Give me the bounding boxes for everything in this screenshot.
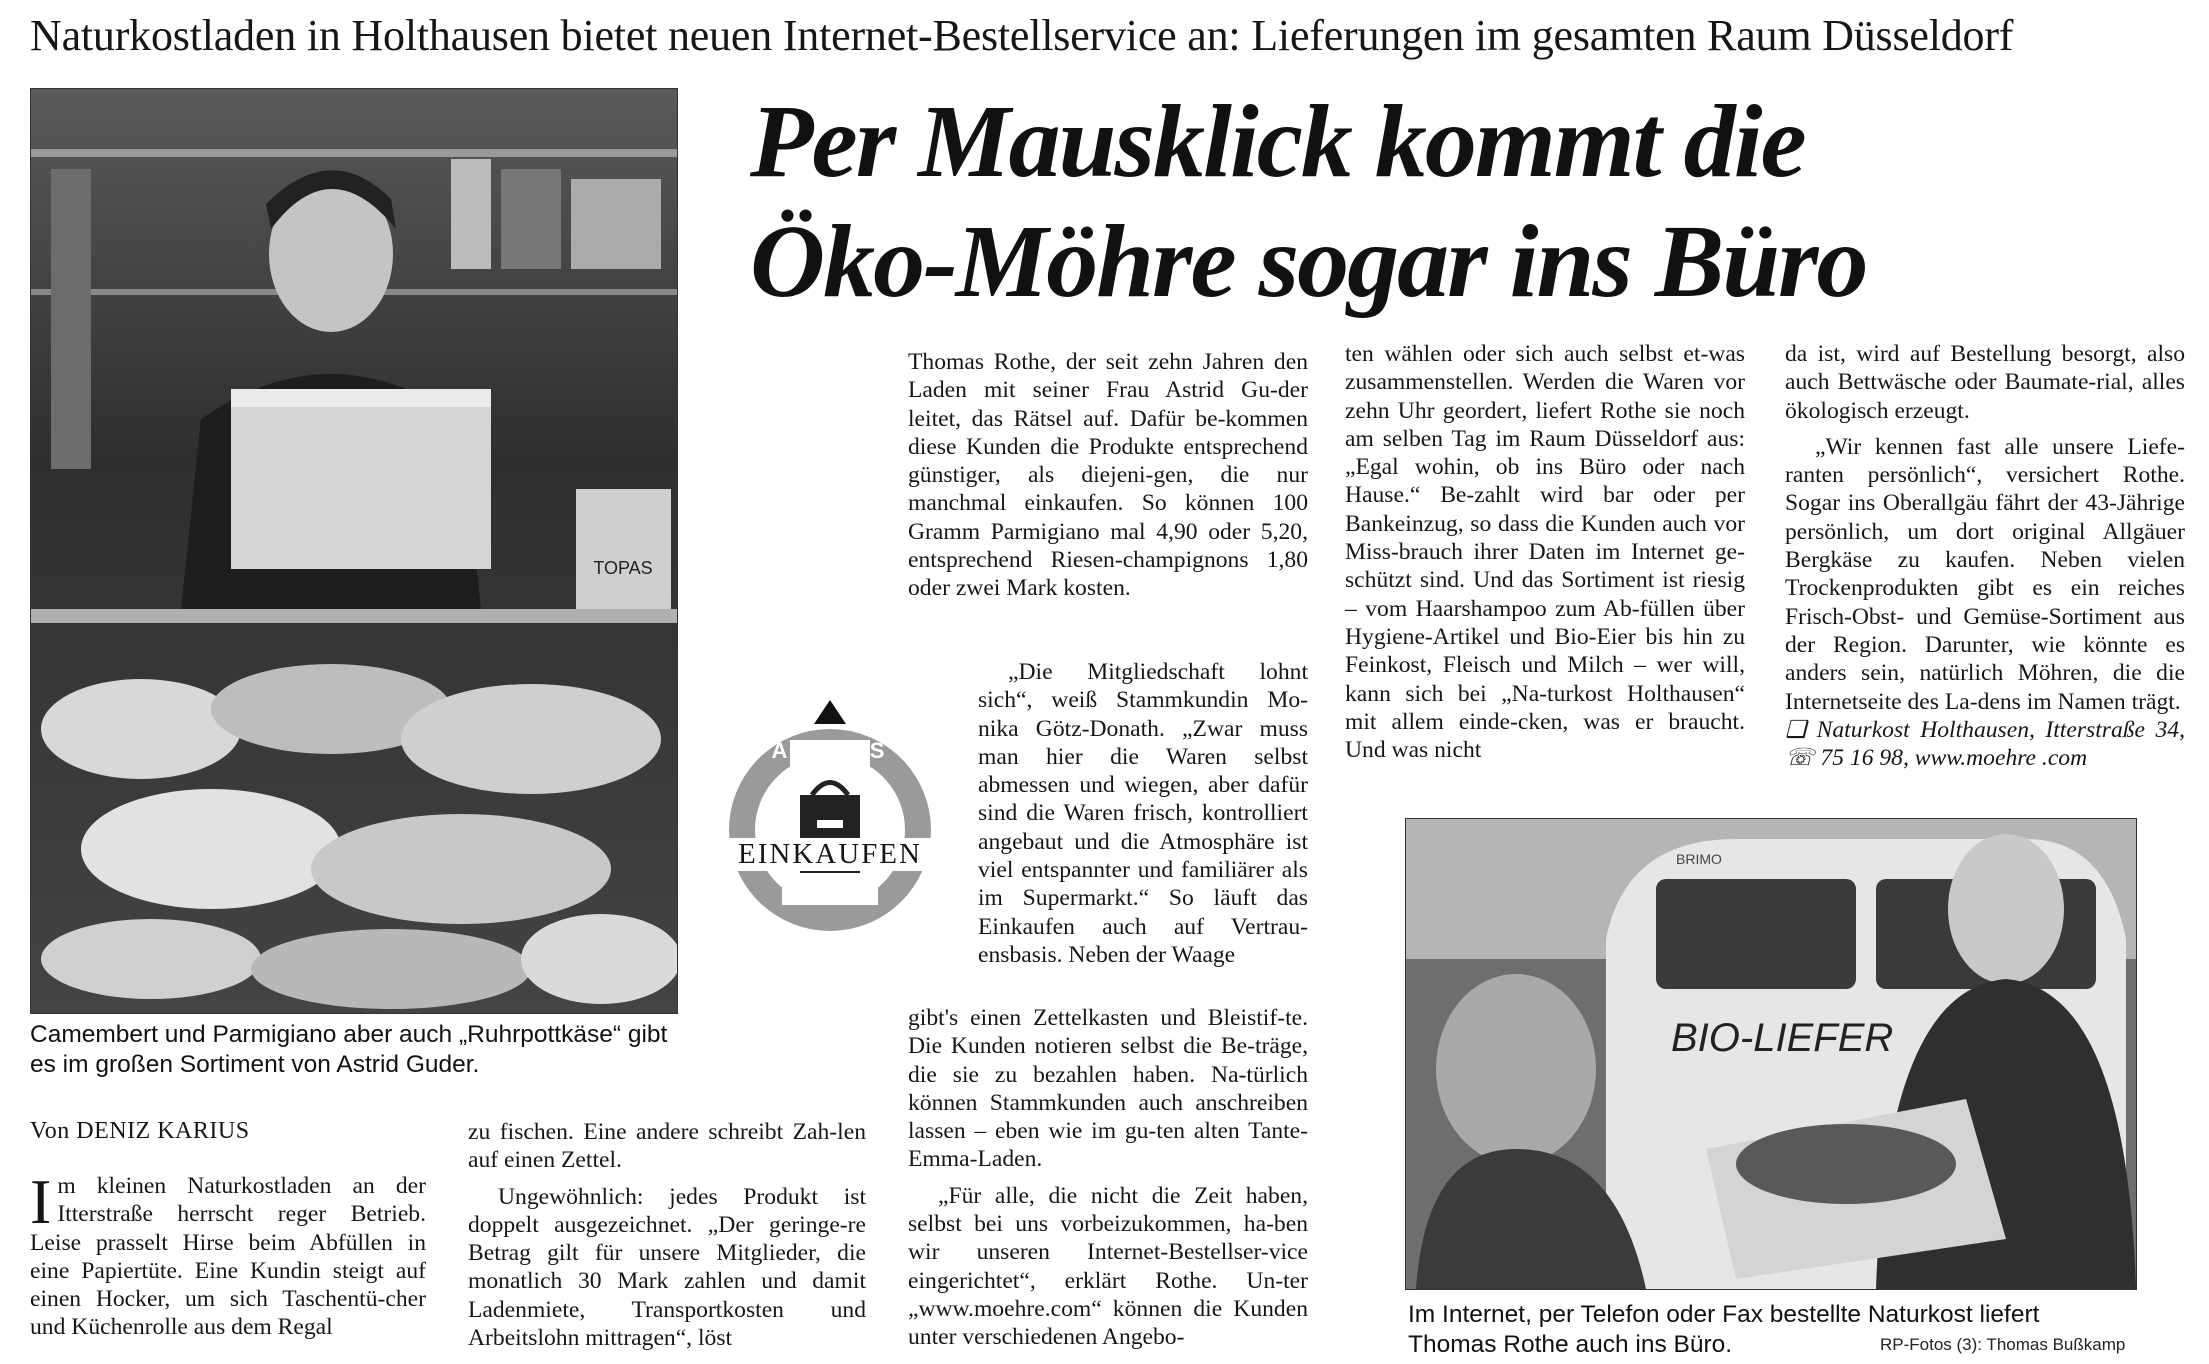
photo-credit: RP-Fotos (3): Thomas Bußkamp bbox=[1880, 1335, 2126, 1354]
article-column-4 bbox=[1345, 340, 1745, 764]
van-lettering: BIO-LIEFER bbox=[1671, 1016, 1894, 1060]
column-4-paragraph-1: ten wählen oder sich auch selbst et-was zusammenstellen. Werden die Waren vor zehn Uhr geordert, liefert Rothe sie noch am selben Tag im Raum Düsseldorf aus: „Egal wohin, ob ins Büro oder nach Hause.“ Be-zahlt wird bar oder per Bankeinzug, so dass die Kunden auch vor Miss-brauch ihrer Daten im Internet ge-schützt sind. Und das Sortiment ist riesig – vom Haarshampoo zum Ab-füllen über Hygiene-Artikel und Bio-Eier bis hin zu Feinkost, Fleisch und Milch – wer will, kann sich bei „Na-turkost Holthausen“ mit allem einde-cken, was er braucht. Und was nicht bbox=[1345, 341, 1745, 764]
anders-einkaufen-logo bbox=[720, 700, 940, 940]
column-3-paragraph-2-continued: gibt's einen Zettelkasten und Bleistif-te. Die Kunden notieren selbst die Be-träge, die sie zu bezahlen haben. Na-türlich können Stammkunden auch anschreiben lassen – eben wie im gu-ten alten Tante-Emma-Laden. bbox=[908, 1005, 1308, 1173]
shop-photo bbox=[30, 88, 678, 1014]
contact-info: ❑ Naturkost Holthausen, Itterstraße 34, ☏ 75 16 98, www.moehre .com bbox=[1785, 716, 2185, 772]
article-column-5 bbox=[1785, 340, 2185, 772]
byline: Von DENIZ KARIUS bbox=[30, 1118, 250, 1144]
logo-top-text: ANDERS bbox=[771, 738, 889, 763]
delivery-photo-caption: Im Internet, per Telefon oder Fax bestellte Naturkost liefert Thomas Rothe auch ins Büro. bbox=[1408, 1301, 2040, 1358]
column-2-paragraph-2: Ungewöhnlich: jedes Produkt ist doppelt ausgezeichnet. „Der geringe-re Betrag gilt für unsere Mitglieder, die monatlich 30 Mark zahlen und damit Ladenmiete, Transportkosten und Arbeitslohn mittragen“, löst bbox=[468, 1183, 866, 1352]
article-column-1 bbox=[30, 1166, 426, 1342]
delivery-photo bbox=[1405, 818, 2137, 1290]
drop-cap: I bbox=[30, 1166, 52, 1237]
article-column-3-top bbox=[908, 348, 1308, 603]
column-1-paragraph-1-text: m kleinen Naturkostladen an der Itterstraße herrscht reger Betrieb. Leise prasselt Hirse beim Abfüllen in eine Papiertüte. Eine Kundin steigt auf einen Hocker, um sich Taschentü-cher und Küchenrolle aus dem Regal bbox=[30, 1173, 426, 1341]
column-5-paragraph-1: da ist, wird auf Bestellung besorgt, also auch Bettwäsche oder Baumate-rial, alles ökologisch erzeugt. bbox=[1785, 341, 2185, 424]
headline-line-1: Per Mausklick kommt die bbox=[750, 84, 1805, 199]
article-column-3-bottom bbox=[908, 1004, 1308, 1352]
headline bbox=[750, 82, 2190, 322]
shop-photo-caption: Camembert und Parmigiano aber auch „Ruhrpottkäse“ gibt es im großen Sortiment von Astrid Guder. bbox=[30, 1021, 668, 1078]
column-3-paragraph-2: „Die Mitgliedschaft lohnt sich“, weiß Stammkundin Mo-nika Götz-Donath. „Zwar muss man hier die Waren selbst abmessen und wiegen, aber dafür sind die Waren frisch, kontrolliert angebaut und die Atmosphäre ist viel entspannter und familiärer als im Supermarkt.“ So läuft das Einkaufen auch auf Vertrau-ensbasis. Neben der Waage bbox=[978, 659, 1308, 968]
topas-sign-text: TOPAS bbox=[593, 558, 653, 578]
van-brand-text: BRIMO bbox=[1676, 851, 1722, 867]
column-2-paragraph-1: zu fischen. Eine andere schreibt Zah-len auf einen Zettel. bbox=[468, 1119, 866, 1174]
headline-line-2: Öko-Möhre sogar ins Büro bbox=[750, 204, 1867, 319]
shop-photo-illustration bbox=[31, 89, 677, 1013]
column-3-paragraph-3: „Für alle, die nicht die Zeit haben, selbst bei uns vorbeizukommen, ha-ben wir unseren Internet-Bestellser-vice eingerichtet“, erklärt Rothe. Un-ter „www.moehre.com“ können die Kunden unter verschiedenen Angebo- bbox=[908, 1182, 1308, 1351]
column-5-paragraph-2: „Wir kennen fast alle unsere Liefe-ranten persönlich“, versichert Rothe. Sogar ins Oberallgäu fährt der 43-Jährige persönlich, um dort original Allgäuer Bergkäse zu kaufen. Neben vielen Trockenprodukten gibt es ein reiches Frisch-Obst- und Gemüse-Sortiment aus der Region. Darunter, wie könnte es anders sein, natürlich Möhren, die die Internetseite des La-dens im Namen trägt. bbox=[1785, 433, 2185, 715]
article-column-3-middle bbox=[978, 650, 1308, 969]
column-3-paragraph-1: Thomas Rothe, der seit zehn Jahren den Laden mit seiner Frau Astrid Gu-der leitet, das Rätsel auf. Dafür be-kommen diese Kunden die Produkte entsprechend günstiger, als diejeni-gen, die nur manchmal einkaufen. So können 100 Gramm Parmigiano mal 4,90 oder 5,20, entsprechend Riesen-champignons 1,80 oder zwei Mark kosten. bbox=[908, 349, 1308, 602]
logo-bottom-text: EINKAUFEN bbox=[720, 838, 940, 871]
article-column-2 bbox=[468, 1118, 866, 1352]
column-1-paragraph-1 bbox=[30, 1166, 426, 1342]
kicker-line: Naturkostladen in Holthausen bietet neuen Internet-Bestellservice an: Lieferungen im gesamten Raum Düsseldorf bbox=[30, 11, 2014, 60]
delivery-photo-illustration bbox=[1406, 819, 2136, 1289]
anders-einkaufen-emblem bbox=[720, 700, 940, 940]
